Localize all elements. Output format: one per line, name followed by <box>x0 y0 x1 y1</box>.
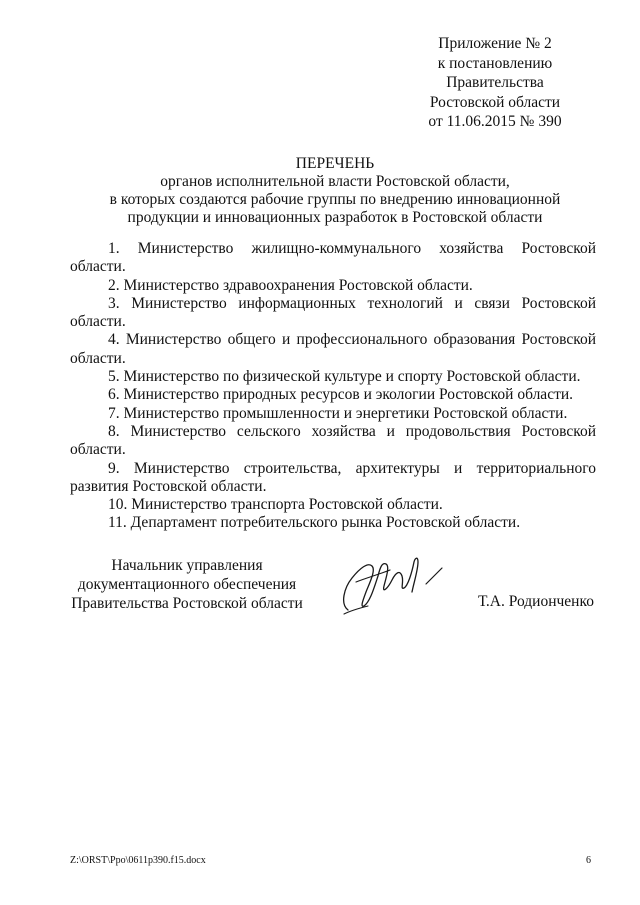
list-item: 11. Департамент потребительского рынка Ростовской области. <box>108 514 521 532</box>
page-number: 6 <box>586 855 591 866</box>
header-line: Ростовской области <box>429 93 561 111</box>
title-subtitle-line: в которых создаются рабочие группы по внедрению инновационной <box>109 191 561 208</box>
signatory-position-line: Правительства Ростовской области <box>71 595 303 612</box>
header-line: Приложение № 2 <box>438 35 552 52</box>
list-item: 2. Министерство здравоохранения Ростовской области. <box>108 276 473 294</box>
list-item: 6. Министерство природных ресурсов и экологии Ростовской области. <box>108 386 574 404</box>
signatory-position-line: документационного обеспечения <box>77 576 297 593</box>
footer-file-path: Z:\ORST\Ppo\0611p390.f15.docx <box>70 855 206 866</box>
handwritten-signature <box>330 548 460 618</box>
signatory-position-line: Начальник управления <box>111 557 263 574</box>
title-heading: ПЕРЕЧЕНЬ <box>295 155 375 172</box>
list-item: 7. Министерство промышленности и энергетики Ростовской области. <box>108 404 568 422</box>
list-item: 5. Министерство по физической культуре и спорту Ростовской области. <box>108 368 581 386</box>
ministries-list <box>70 240 596 533</box>
document-header <box>395 34 595 132</box>
header-line: к постановлению <box>437 54 553 72</box>
title-subtitle-line: продукции и инновационных разработок в Ростовской области <box>127 209 543 226</box>
signatory-name: Т.А. Родионченко <box>478 593 594 610</box>
list-item: 9. Министерство строительства, архитектуры и территориального развития Ростовской области. <box>70 459 596 495</box>
list-item: 8. Министерство сельского хозяйства и продовольствия Ростовской области. <box>70 422 596 459</box>
header-line: от 11.06.2015 № 390 <box>428 113 562 130</box>
header-line: Правительства <box>446 74 544 91</box>
list-item: 10. Министерство транспорта Ростовской области. <box>108 496 443 514</box>
list-item: 1. Министерство жилищно-коммунального хозяйства Ростовской области. <box>70 240 596 276</box>
document-title <box>70 155 600 227</box>
list-item: 4. Министерство общего и профессионального образования Ростовской области. <box>70 331 596 367</box>
signatory-position <box>62 556 312 613</box>
title-subtitle-line: органов исполнительной власти Ростовской области, <box>160 173 510 190</box>
list-item: 3. Министерство информационных технологий и связи Ростовской области. <box>70 294 596 331</box>
